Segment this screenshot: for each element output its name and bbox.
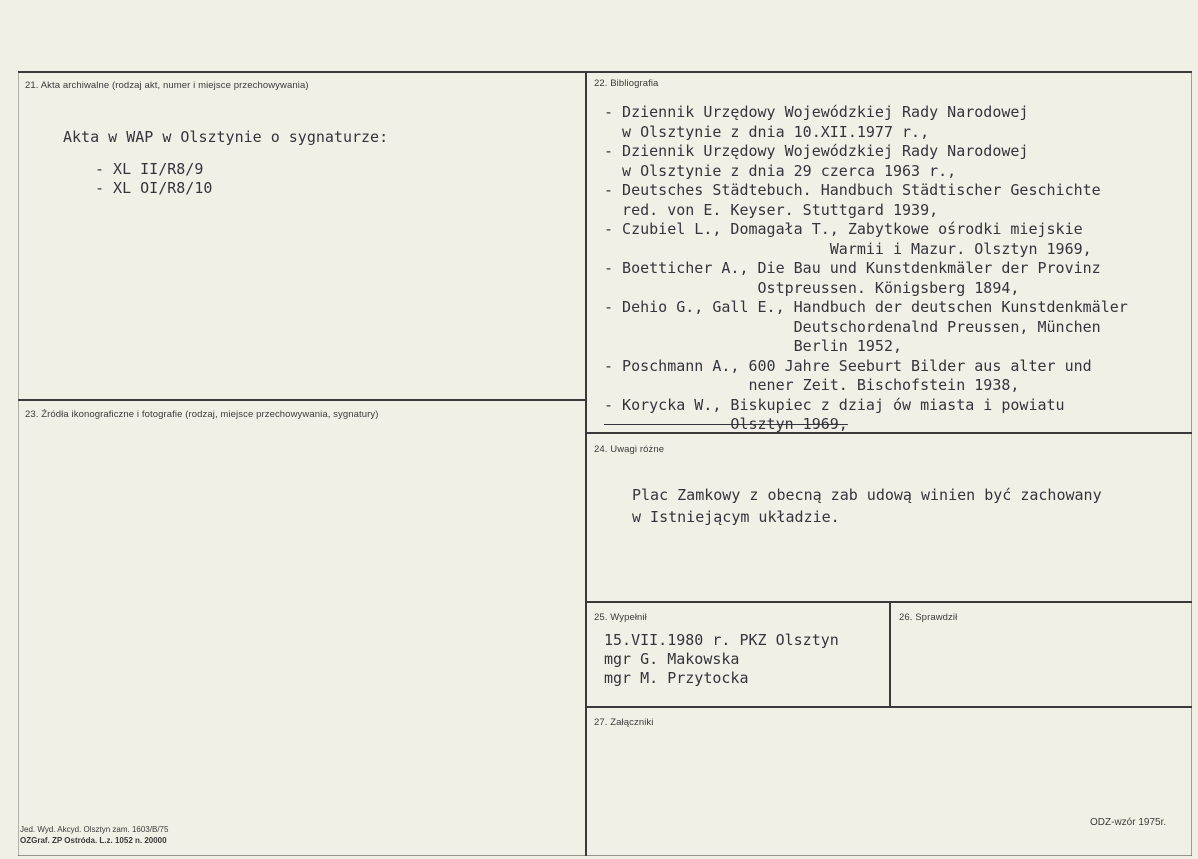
right-rule-27 — [586, 706, 1192, 708]
bibliography-line: nener Zeit. Bischofstein 1938, — [604, 376, 1020, 394]
remarks-line-2: w Istniejącym układzie. — [632, 508, 840, 526]
bibliography-line: - Dziennik Urzędowy Wojewódzkiej Rady Narodowej — [604, 142, 1029, 160]
printer-imprint-2: OZGraf. ZP Ostróda. L.z. 1052 n. 20000 — [20, 836, 167, 845]
bibliography-line-struck: Olsztyn 1969, — [604, 415, 848, 433]
archive-signature-1: - XL II/R8/9 — [95, 160, 204, 178]
bibliography-line: Ostpreussen. Königsberg 1894, — [604, 278, 1020, 297]
filled-by-date: 15.VII.1980 r. PKZ Olsztyn — [604, 631, 839, 649]
field-21-label: 21. Akta archiwalne (rodzaj akt, numer i miejsce przechowywania) — [25, 80, 309, 91]
divider-25-26 — [889, 602, 891, 706]
bibliography-line: - Deutsches Städtebuch. Handbuch Städtischer Geschichte — [604, 181, 1101, 199]
bibliography-line: - Korycka W., Biskupiec z dziaj ów miasta i powiatu — [604, 395, 1065, 414]
filled-by-name-1: mgr G. Makowska — [604, 650, 740, 668]
field-26-label: 26. Sprawdził — [899, 612, 958, 623]
bibliography-line: Berlin 1952, — [604, 337, 903, 355]
remarks-line-1: Plac Zamkowy z obecną zab udową winien być zachowany — [632, 486, 1102, 504]
form-code: ODZ-wzór 1975r. — [1090, 817, 1167, 828]
filled-by-name-2: mgr M. Przytocka — [604, 669, 749, 687]
bibliography-line: red. von E. Keyser. Stuttgard 1939, — [604, 200, 939, 219]
field-23-label: 23. Źródła ikonograficzne i fotografie (rodzaj, miejsce przechowywania, sygnatury) — [25, 409, 379, 420]
field-22-label: 22. Bibliografia — [594, 78, 659, 89]
archive-intro: Akta w WAP w Olsztynie o sygnaturze: — [63, 128, 389, 146]
left-edge — [18, 72, 19, 856]
left-mid-rule — [18, 399, 586, 401]
bibliography-line: - Boetticher A., Die Bau und Kunstdenkmäler der Provinz — [604, 259, 1101, 277]
column-divider — [585, 72, 587, 856]
bibliography-list — [604, 103, 1194, 435]
field-24-label: 24. Uwagi różne — [594, 444, 665, 455]
bibliography-line: w Olsztynie z dnia 29 czerca 1963 r., — [604, 161, 957, 180]
bibliography-line: - Dehio G., Gall E., Handbuch der deutschen Kunstdenkmäler — [604, 298, 1128, 316]
bibliography-line: Warmii i Mazur. Olsztyn 1969, — [604, 239, 1092, 258]
field-27-label: 27. Załączniki — [594, 717, 654, 728]
archive-signature-2: - XL OI/R8/10 — [95, 179, 213, 197]
bottom-edge — [18, 855, 1192, 856]
top-rule — [18, 71, 1192, 73]
bibliography-line: - Czubiel L., Domagała T., Zabytkowe ośrodki miejskie — [604, 220, 1083, 238]
bibliography-line: - Dziennik Urzędowy Wojewódzkiej Rady Narodowej — [604, 103, 1029, 121]
field-25-label: 25. Wypełnił — [594, 612, 647, 623]
bibliography-line: - Poschmann A., 600 Jahre Seeburt Bilder aus alter und — [604, 356, 1092, 375]
printer-imprint-1: Jed. Wyd. Akcyd. Olsztyn zam. 1603/B/75 — [20, 825, 169, 834]
bibliography-line: w Olsztynie z dnia 10.XII.1977 r., — [604, 122, 930, 141]
bibliography-line: Deutschordenalnd Preussen, München — [604, 317, 1101, 336]
